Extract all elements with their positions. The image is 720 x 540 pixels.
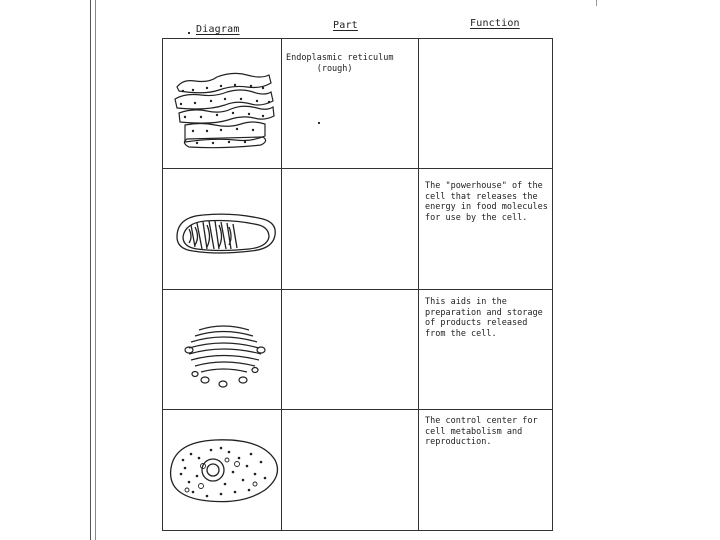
header-diagram: Diagram bbox=[196, 24, 240, 35]
scan-speck bbox=[318, 122, 320, 124]
part-cell bbox=[282, 290, 419, 410]
function-cell bbox=[419, 169, 553, 290]
page-margin-line bbox=[90, 0, 91, 540]
function-cell bbox=[419, 290, 553, 410]
function-text: The "powerhouse" of the cell that releases the energy in food molecules for use by the cell. bbox=[425, 181, 548, 223]
table-row bbox=[163, 290, 553, 410]
page-margin-line-inner bbox=[95, 0, 96, 540]
table-row bbox=[163, 410, 553, 531]
part-cell bbox=[282, 39, 419, 169]
diagram-cell bbox=[163, 410, 282, 531]
scan-speck bbox=[188, 32, 190, 34]
function-text: This aids in the preparation and storage of products released from the cell. bbox=[425, 297, 543, 339]
function-text: The control center for cell metabolism and reproduction. bbox=[425, 416, 538, 447]
part-label bbox=[282, 410, 418, 424]
part-cell bbox=[282, 169, 419, 290]
part-label bbox=[282, 169, 418, 183]
nucleus-icon bbox=[163, 410, 282, 531]
table-row bbox=[163, 39, 553, 169]
golgi-apparatus-icon bbox=[163, 290, 282, 410]
header-part: Part bbox=[333, 20, 358, 31]
mitochondrion-icon bbox=[163, 169, 282, 290]
header-function: Function bbox=[470, 18, 520, 29]
part-label bbox=[282, 290, 418, 304]
table-row bbox=[163, 169, 553, 290]
scan-mark bbox=[596, 0, 597, 6]
organelle-table bbox=[162, 38, 553, 531]
part-cell bbox=[282, 410, 419, 531]
function-cell bbox=[419, 410, 553, 531]
diagram-cell bbox=[163, 290, 282, 410]
diagram-cell bbox=[163, 169, 282, 290]
diagram-cell bbox=[163, 39, 282, 169]
part-label: Endoplasmic reticulum (rough) bbox=[286, 53, 394, 74]
function-cell bbox=[419, 39, 553, 169]
rough-er-icon bbox=[163, 39, 282, 169]
